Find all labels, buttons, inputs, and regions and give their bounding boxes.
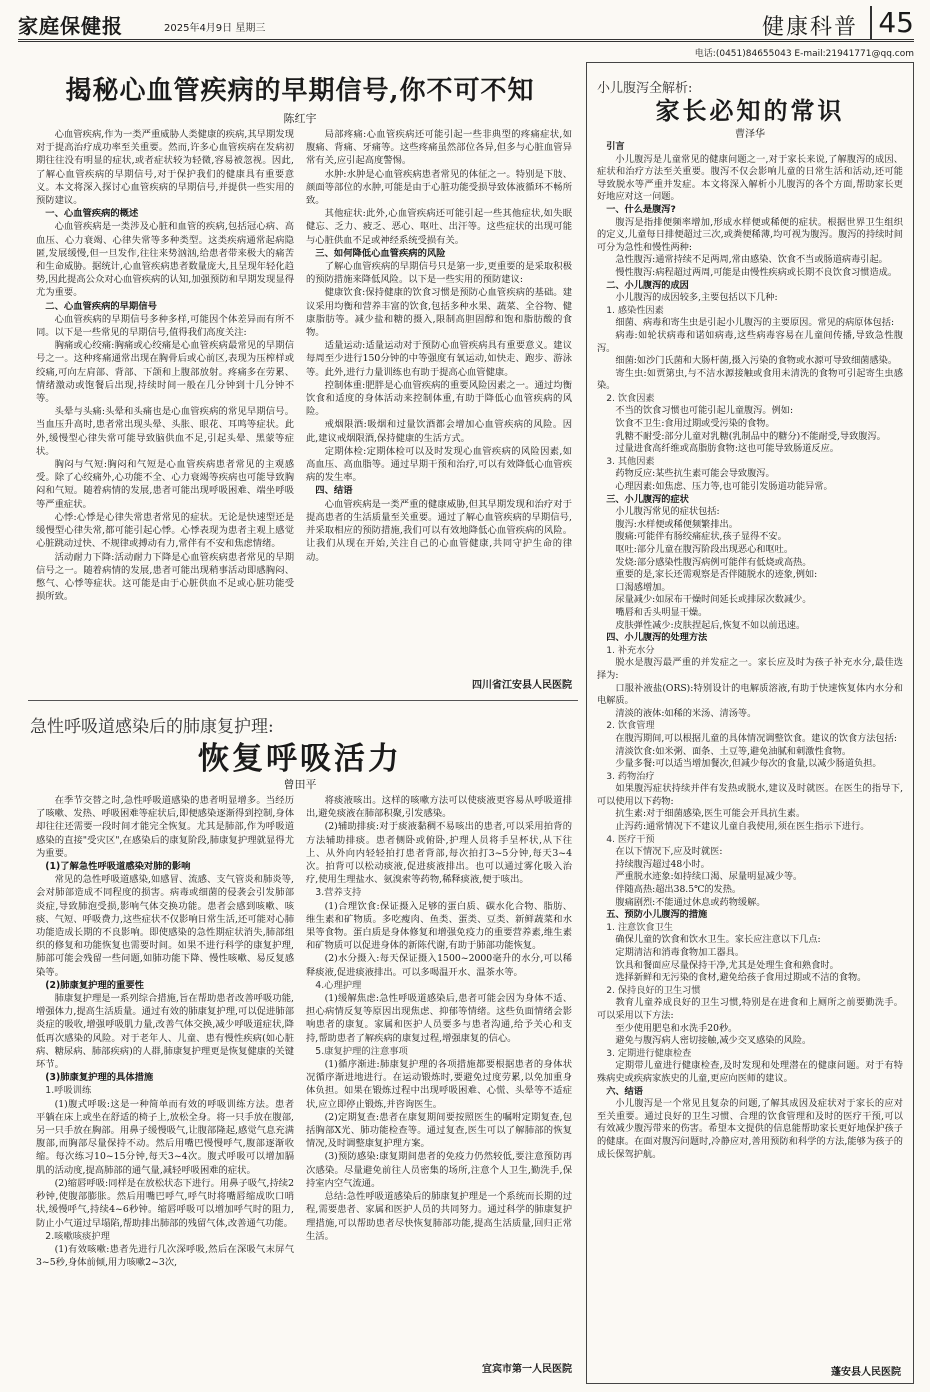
- paragraph: 小儿腹泻是儿童常见的健康问题之一,对于家长来说,了解腹泻的成因、症状和治疗方法至关重要。腹泻不仅会影响儿童的日常生活和活动,还可能导致脱水等严重并发症。本文将深入解析小儿腹泻的各个方面,帮助家长更好地应对这一问题。: [597, 153, 903, 203]
- section-heading: 一、心血管疾病的概述: [45, 208, 139, 220]
- paper-name: 家庭保健报: [18, 14, 123, 38]
- paragraph: 心血管疾病的早期信号多种多样,可能因个体差异而有所不同。以下是一些常见的早期信号,值得我们高度关注:: [36, 313, 294, 339]
- paragraph: 小儿腹泻常见的症状包括:: [615, 506, 720, 518]
- article3-title: 家长必知的常识: [655, 96, 845, 125]
- paragraph: 在腹泻期间,可以根据儿童的具体情况调整饮食。建议的饮食方法包括:: [615, 732, 898, 744]
- section-heading: 二、心血管疾病的早期信号: [45, 300, 157, 312]
- paragraph: (1)缓解焦虑:急性呼吸道感染后,患者可能会因为身体不适、担心病情反复等原因出现焦虑、抑郁等情绪。这些负面情绪会影响患者的康复。家属和医护人员要多与患者沟通,给予关心和支持,帮助患者了解疾病的康复过程,增强康复的信心。: [306, 993, 572, 1044]
- article1-column-2: [306, 128, 572, 673]
- paragraph: 口渴感增加。: [615, 581, 671, 593]
- paragraph: 心理因素:如焦虑、压力等,也可能引发肠道功能异常。: [615, 481, 833, 493]
- paragraph: 其他症状:此外,心血管疾病还可能引起一些其他症状,如失眠健忘、乏力、疲乏、恶心、呕吐、出汗等。这些症状的出现可能与心脏供血不足或神经系统受损有关。: [306, 208, 572, 246]
- article2-author: 曾田平: [283, 778, 317, 791]
- paragraph: 腹痛:可能伴有肠绞痛症状,孩子显得不安。: [615, 531, 787, 543]
- article2-kicker: 急性呼吸道感染后的肺康复护理:: [30, 717, 274, 737]
- paragraph: (1)腹式呼吸:这是一种简单而有效的呼吸训练方法。患者平躺在床上或坐在舒适的椅子上,放松全身。将一只手放在腹部,另一只手放在胸部。用鼻子缓慢吸气,让腹部隆起,感觉气息充满腹部,而胸部尽量保持不动。然后用嘴巴慢慢呼气,腹部逐渐收缩。每次练习10~15分钟,每天3~4次。腹式呼吸可以增加膈肌的活动度,提高肺部的通气量,减轻呼吸困难的症状。: [36, 1098, 294, 1176]
- paragraph: 戒烟限酒:吸烟和过量饮酒都会增加心血管疾病的风险。因此,建议戒烟限酒,保持健康的生活方式。: [306, 419, 572, 444]
- paragraph: 局部疼痛:心血管疾病还可能引起一些非典型的疼痛症状,如腹痛、背痛、牙痛等。这些疼痛虽然部位各异,但多与心脏血管异常有关,应引起高度警惕。: [306, 129, 572, 167]
- paragraph: 少量多餐:可以适当增加餐次,但减少每次的食量,以减少肠道负担。: [615, 758, 882, 770]
- paragraph: 伴随高热:超出38.5℃的发热。: [615, 884, 742, 896]
- article3-source: 蓬安县人民医院: [831, 1367, 901, 1378]
- paragraph: 腹泻:水样便或稀便频繁排出。: [615, 518, 738, 530]
- section-heading: 2. 饮食管理: [606, 720, 655, 732]
- section-heading: 引言: [606, 141, 625, 152]
- article2-column-2: [306, 794, 572, 1354]
- paragraph: 口服补液盐(ORS):特别设计的电解质溶液,有助于快速恢复体内水分和电解质。: [597, 682, 903, 707]
- paragraph: 小儿腹泻的成因较多,主要包括以下几种:: [615, 292, 778, 304]
- paragraph: 心血管疾病是一类严重的健康威胁,但其早期发现和治疗对于提高患者的生活质量至关重要。通过了解心血管疾病的早期信号,并采取相应的预防措施,我们可以有效地降低心血管疾病的风险。让我们从现在开始,关注自己的心血管健康,共同守护生命的律动。: [306, 498, 572, 563]
- paragraph: 药物反应:某些抗生素可能会导致腹泻。: [615, 468, 775, 480]
- section-heading: 四、小儿腹泻的处理方法: [606, 632, 708, 644]
- paragraph: 心血管疾病,作为一类严重威胁人类健康的疾病,其早期发现对于提高治疗成功率至关重要。然而,许多心血管疾病在发病初期往往没有明显的症状,或者症状较为轻微,容易被忽视。因此,了解心血管疾病的早期信号,对于保护我们的健康具有重要意义。本文将深入探讨心血管疾病的早期信号,并提供一些实用的预防建议。: [36, 129, 294, 207]
- paragraph: 脱水是腹泻最严重的并发症之一。家长应及时为孩子补充水分,最佳选择为:: [597, 657, 903, 681]
- paragraph: 止泻药:通常情况下不建议儿童自我使用,须在医生指示下进行。: [615, 821, 870, 833]
- paragraph: 至少使用肥皂和水洗手20秒。: [615, 1022, 738, 1034]
- paragraph: 细菌:如沙门氏菌和大肠杆菌,摄入污染的食物或水源可导致细菌感染。: [615, 355, 898, 367]
- masthead: [18, 6, 914, 42]
- paragraph: 在季节交替之时,急性呼吸道感染的患者明显增多。当经历了咳嗽、发热、呼吸困难等症状后,即便感染逐渐得到控制,身体却往往还需要一段时间才能完全恢复。尤其是肺部,作为呼吸道感染的直接"受灾区",在感染后的康复阶段,肺康复护理就显得尤为重要。: [36, 795, 294, 859]
- paragraph: (2)辅助排痰:对于痰液黏稠不易咳出的患者,可以采用拍背的方法辅助排痰。患者侧卧或俯卧,护理人员将手呈杯状,从下往上、从外向内轻轻拍打患者背部,每次拍打3~5分钟,每天3~4次。拍背可以松动痰液,促进痰液排出。也可以通过雾化吸入治疗,使用生理盐水、氨溴索等药物,稀释痰液,便于咳出。: [306, 821, 572, 886]
- paragraph: 教育儿童养成良好的卫生习惯,特别是在进食和上厕所之前要勤洗手。可以采用以下方法:: [597, 997, 903, 1021]
- paragraph: 严重脱水迹象:如持续口渴、尿量明显减少等。: [615, 871, 803, 883]
- paragraph: 抗生素:对于细菌感染,医生可能会开具抗生素。: [615, 808, 806, 820]
- paragraph: 饮食不卫生:食用过期或受污染的食物。: [615, 418, 775, 430]
- paragraph: 在以下情况下,应及时就医:: [615, 846, 723, 858]
- paragraph: 活动耐力下降:活动耐力下降是心血管疾病患者常见的早期信号之一。随着病情的发展,患者可能出现稍事活动即感胸闷、憋气、心悸等症状。这可能是由于心脏供血不足或心脏功能受损所致。: [36, 551, 294, 603]
- section-heading: 二、小儿腹泻的成因: [606, 279, 689, 291]
- paragraph: 心血管疾病是一类涉及心脏和血管的疾病,包括冠心病、高血压、心力衰竭、心律失常等多种类型。这类疾病通常起病隐匿,发展缓慢,但一旦发作,往往来势汹汹,给患者带来极大的痛苦和生命威胁。据统计,心血管疾病患者数量庞大,且呈现年轻化趋势,因此提高公众对心血管疾病的认知,加强预防和早期发现显得尤为重要。: [36, 221, 294, 299]
- section-heading: 2. 保持良好的卫生习惯: [606, 984, 701, 996]
- section-heading: 1. 注意饮食卫生: [606, 921, 673, 933]
- paragraph: 适量运动:适量运动对于预防心血管疾病具有重要意义。建议每周至少进行150分钟的中等强度有氧运动,如快走、跑步、游泳等。此外,进行力量训练也有助于提高心血管健康。: [306, 340, 572, 378]
- paragraph: 避免与腹泻病人密切接触,减少交叉感染的风险。: [615, 1035, 812, 1047]
- paragraph: 急性腹泻:通常持续不足两周,常由感染、饮食不当或肠道病毒引起。: [615, 254, 888, 266]
- paragraph: 持续腹泻超过48小时。: [615, 858, 710, 870]
- paragraph: 腹泻是指排便频率增加,形成水样便或稀便的症状。根据世界卫生组织的定义,儿童每日排便超过三次,或粪便稀薄,均可视为腹泻。腹泻的持续时间可分为急性和慢性两种:: [597, 216, 903, 253]
- paragraph: 将痰液咳出。这样的咳嗽方法可以使痰液更容易从呼吸道排出,避免痰液在肺部积聚,引发感染。: [306, 795, 572, 820]
- paragraph: 慢性腹泻:病程超过两周,可能是由慢性疾病或长期不良饮食习惯造成。: [615, 266, 898, 278]
- paragraph: 不当的饮食习惯也可能引起儿童腹泻。例如:: [615, 405, 794, 417]
- section-heading: 四、结语: [315, 485, 353, 497]
- section-heading: 六、结语: [606, 1085, 643, 1097]
- article2-source: 宜宾市第一人民医院: [482, 1364, 572, 1375]
- paragraph: 乳糖不耐受:部分儿童对乳糖(乳制品中的糖分)不能耐受,导致腹泻。: [615, 430, 886, 442]
- paragraph: 嘴唇和舌头明显干燥。: [615, 606, 708, 618]
- paragraph: 呕吐:部分儿童在腹泻阶段出现恶心和呕吐。: [615, 544, 794, 555]
- paragraph: 健康饮食:保持健康的饮食习惯是预防心血管疾病的基础。建议采用均衡和营养丰富的饮食,包括多种水果、蔬菜、全谷物、健康脂肪等。减少盐和糖的摄入,限制高胆固醇和饱和脂肪酸的食物。: [306, 287, 572, 339]
- section-heading: 3. 定期进行健康检查: [606, 1047, 692, 1059]
- paragraph: 确保儿童的饮食和饮水卫生。家长应注意以下几点:: [615, 934, 821, 946]
- section-heading: 一、什么是腹泻?: [606, 203, 676, 215]
- section-heading: 五、预防小儿腹泻的措施: [606, 909, 708, 921]
- section-heading: 3. 其他因素: [606, 455, 655, 467]
- paragraph: 选择新鲜和无污染的食材,避免给孩子食用过期或不洁的食物。: [615, 972, 867, 984]
- article3-author: 曹泽华: [735, 129, 765, 140]
- paragraph: 水肿:水肿是心血管疾病患者常见的体征之一。特别是下肢、颜面等部位的水肿,可能是由于心脏功能受损导致体液循环不畅所致。: [306, 168, 572, 207]
- section-heading: 3.营养支持: [315, 887, 362, 899]
- paragraph: 常见的急性呼吸道感染,如感冒、流感、支气管炎和肺炎等,会对肺部造成不同程度的损害。病毒或细菌的侵袭会引发肺部炎症,导致肺泡受损,影响气体交换功能。患者会感到咳嗽、咳痰、气短、呼吸费力,这些症状不仅影响日常生活,还可能对心肺功能造成长期的不良影响。即使感染的急性期症状消失,肺部组织的修复和功能恢复也需要时间。如果不进行科学的康复护理,肺部可能会残留一些问题,如肺功能下降、慢性咳嗽、易反复感染等。: [36, 874, 294, 978]
- issue-date: 2025年4月9日 星期三: [164, 23, 266, 34]
- section-heading: 4. 医疗干预: [606, 833, 655, 845]
- paragraph: (2)水分摄入:每天保证摄入1500~2000毫升的水分,可以稀释痰液,促进痰液排出。可以多喝温开水、温茶水等。: [306, 953, 572, 978]
- paragraph: (2)定期复查:患者在康复期间要按照医生的嘱咐定期复查,包括胸部X光、肺功能检查等。通过复查,医生可以了解肺部的恢复情况,及时调整康复护理方案。: [306, 1111, 572, 1150]
- paragraph: 发烧:部分感染性腹泻病例可能伴有低烧或高热。: [615, 556, 812, 568]
- article3-kicker: 小儿腹泻全解析:: [597, 81, 693, 96]
- section-heading: 三、小儿腹泻的症状: [606, 493, 689, 505]
- paragraph: 定期体检:定期体检可以及时发现心血管疾病的风险因素,如高血压、高血脂等。通过早期干预和治疗,可以有效降低心血管疾病的发生率。: [306, 445, 572, 484]
- page-number: 45: [870, 6, 914, 40]
- paragraph: 总结:急性呼吸道感染后的肺康复护理是一个系统而长期的过程,需要患者、家属和医护人员的共同努力。通过科学的肺康复护理措施,可以帮助患者尽快恢复肺部功能,提高生活质量,回归正常生活。: [306, 1191, 572, 1242]
- paragraph: 定期清洁和消毒食物加工器具。: [615, 947, 745, 958]
- paragraph: 控制体重:肥胖是心血管疾病的重要风险因素之一。通过均衡饮食和适度的身体活动来控制体重,有助于降低心血管疾病的风险。: [306, 379, 572, 418]
- section-name: 健康科普: [761, 15, 858, 40]
- paragraph: (3)预防感染:康复期间患者的免疫力仍然较低,要注意预防再次感染。尽量避免前往人员密集的场所,注意个人卫生,勤洗手,保持室内空气流通。: [306, 1151, 572, 1189]
- divider: [28, 700, 578, 701]
- section-heading: 1. 补充水分: [606, 644, 655, 656]
- section-heading: 2. 饮食因素: [606, 392, 655, 404]
- paragraph: 过量进食高纤维或高脂肪食物:这也可能导致肠道反应。: [615, 443, 839, 455]
- section-heading: (3)肺康复护理的具体措施: [45, 1072, 154, 1084]
- article3-body: [597, 141, 903, 1359]
- section-heading: 3. 药物治疗: [606, 770, 655, 782]
- article2-column-1: [36, 794, 294, 1382]
- article2-title: 恢复呼吸活力: [198, 741, 402, 777]
- section-heading: 5.康复护理的注意事项: [315, 1045, 408, 1057]
- article3-box: [586, 62, 914, 1384]
- paragraph: (1)有效咳嗽:患者先进行几次深呼吸,然后在深吸气末屏气3~5秒,身体前倾,用力咳嗽2~3次,: [36, 1243, 294, 1269]
- section-heading: (1)了解急性呼吸道感染对肺的影响: [45, 861, 191, 873]
- paragraph: 细菌、病毒和寄生虫是引起小儿腹泻的主要原因。常见的病原体包括:: [615, 317, 895, 329]
- section-heading: 4.心理护理: [315, 979, 362, 991]
- paragraph: (1)循序渐进:肺康复护理的各项措施都要根据患者的身体状况循序渐进地进行。在运动锻炼时,要避免过度劳累,以免加重身体负担。如果在锻炼过程中出现呼吸困难、心慌、头晕等不适症状,应立即停止锻炼,并咨询医生。: [306, 1059, 572, 1110]
- paragraph: 饮具和餐面应尽量保持干净,尤其是处理生食和熟食时。: [615, 959, 839, 971]
- article1-title: 揭秘心血管疾病的早期信号,你不可不知: [65, 76, 535, 106]
- paragraph: 清淡饮食:如米粥、面条、土豆等,避免油腻和刺激性食物。: [615, 745, 852, 757]
- paragraph: 小儿腹泻是一个常见且复杂的问题,了解其成因及症状对于家长的应对至关重要。通过良好的卫生习惯、合理的饮食管理和及时的医疗干预,可以有效减少腹泻带来的伤害。希望本文提供的信息能帮助家长更好地保护孩子的健康。在面对腹泻问题时,冷静应对,善用预防和科学的方法,能够为孩子的成长保驾护航。: [597, 1098, 903, 1160]
- section-heading: 2.咳嗽咳痰护理: [45, 1230, 110, 1242]
- section-heading: (2)肺康复护理的重要性: [45, 979, 144, 991]
- contact-info: 电话:(0451)84655043 E-mail:21941771@qq.com: [694, 49, 914, 59]
- paragraph: 腹痛剧烈:不能通过休息或药物缓解。: [615, 896, 766, 908]
- section-heading: 1. 感染性因素: [606, 304, 664, 316]
- paragraph: 清淡的液体:如稀的米汤、清汤等。: [615, 707, 757, 719]
- article1-author: 陈红宇: [283, 112, 317, 125]
- paragraph: 心悸:心悸是心律失常患者常见的症状。无论是快速型还是缓慢型心律失常,都可能引起心悸。心悸表现为患者主观上感觉心脏跳动过快、不规律或搏动有力,常伴有不安和焦虑情绪。: [36, 511, 294, 550]
- paragraph: 病毒:如轮状病毒和诺如病毒,这些病毒容易在儿童间传播,导致急性腹泻。: [597, 329, 903, 354]
- paragraph: (2)缩唇呼吸:同样是在放松状态下进行。用鼻子吸气,持续2秒钟,使腹部膨胀。然后用嘴巴呼气,呼气时将嘴唇缩成吹口哨状,缓慢呼气,持续4~6秒钟。缩唇呼吸可以增加呼气时的阻力,防止小气道过早塌陷,帮助排出肺部的残留气体,改善通气功能。: [36, 1177, 294, 1229]
- paragraph: 定期带儿童进行健康检查,及时发现和处理潜在的健康问题。对于有特殊病史或疾病家族史的儿童,更应向医师的建议。: [597, 1060, 903, 1084]
- article1-source: 四川省江安县人民医院: [472, 680, 572, 691]
- paragraph: 重要的是,家长还需观察是否伴随脱水的迹象,例如:: [615, 569, 818, 581]
- paragraph: 肺康复护理是一系列综合措施,旨在帮助患者改善呼吸功能,增强体力,提高生活质量。通过有效的肺康复护理,可以促进肺部炎症的吸收,增强呼吸肌力量,改善气体交换,减少呼吸道症状,降低再次感染的风险。对于老年人、儿童、患有慢性疾病(如心脏病、糖尿病、肺部疾病)的人群,肺康复护理更是恢复健康的关键环节。: [36, 993, 294, 1071]
- section-heading: 三、如何降低心血管疾病的风险: [315, 247, 446, 259]
- paragraph: 胸痛或心绞痛:胸痛或心绞痛是心血管疾病最常见的早期信号之一。这种疼痛通常出现在胸骨后或心前区,表现为压榨样或绞痛,可向左肩部、背部、下颌和上腹部放射。疼痛多在劳累、情绪激动或饱餐后出现,持续时间一般在几分钟到十几分钟不等。: [36, 340, 294, 405]
- paragraph: 胸闷与气短:胸闷和气短是心血管疾病患者常见的主观感受。除了心绞痛外,心功能不全、心力衰竭等疾病也可能导致胸闷和气短。随着病情的发展,患者可能出现呼吸困难、端坐呼吸等严重症状。: [36, 459, 294, 510]
- paragraph: 头晕与头痛:头晕和头痛也是心血管疾病的常见早期信号。当血压升高时,患者常出现头晕、头胀、眼花、耳鸣等症状。此外,缓慢型心律失常可能导致脑供血不足,引起头晕、黑蒙等症状。: [36, 406, 294, 457]
- paragraph: 皮肤弹性减少:皮肤捏起后,恢复不如以前迅速。: [615, 619, 806, 631]
- article1-column-1: [36, 128, 294, 698]
- paragraph: 了解心血管疾病的早期信号只是第一步,更重要的是采取积极的预防措施来降低风险。以下是一些实用的预防建议:: [306, 261, 572, 286]
- paragraph: 寄生虫:如贾第虫,与不洁水源接触或食用未清洗的食物可引起寄生虫感染。: [597, 367, 903, 392]
- paragraph: 尿量减少:如尿布干燥时间延长或排尿次数减少。: [615, 594, 812, 606]
- paragraph: 如果腹泻症状持续并伴有发热或脱水,建议及时就医。在医生的指导下,可以使用以下药物:: [597, 783, 903, 807]
- section-heading: 1.呼吸训练: [45, 1085, 92, 1097]
- paragraph: (1)合理饮食:保证摄入足够的蛋白质、碳水化合物、脂肪、维生素和矿物质。多吃瘦肉、鱼类、蛋类、豆类、新鲜蔬菜和水果等食物。蛋白质是身体修复和增强免疫力的重要营养素,维生素和矿物质可以促进身体的新陈代谢,有助于肺部功能恢复。: [306, 900, 572, 952]
